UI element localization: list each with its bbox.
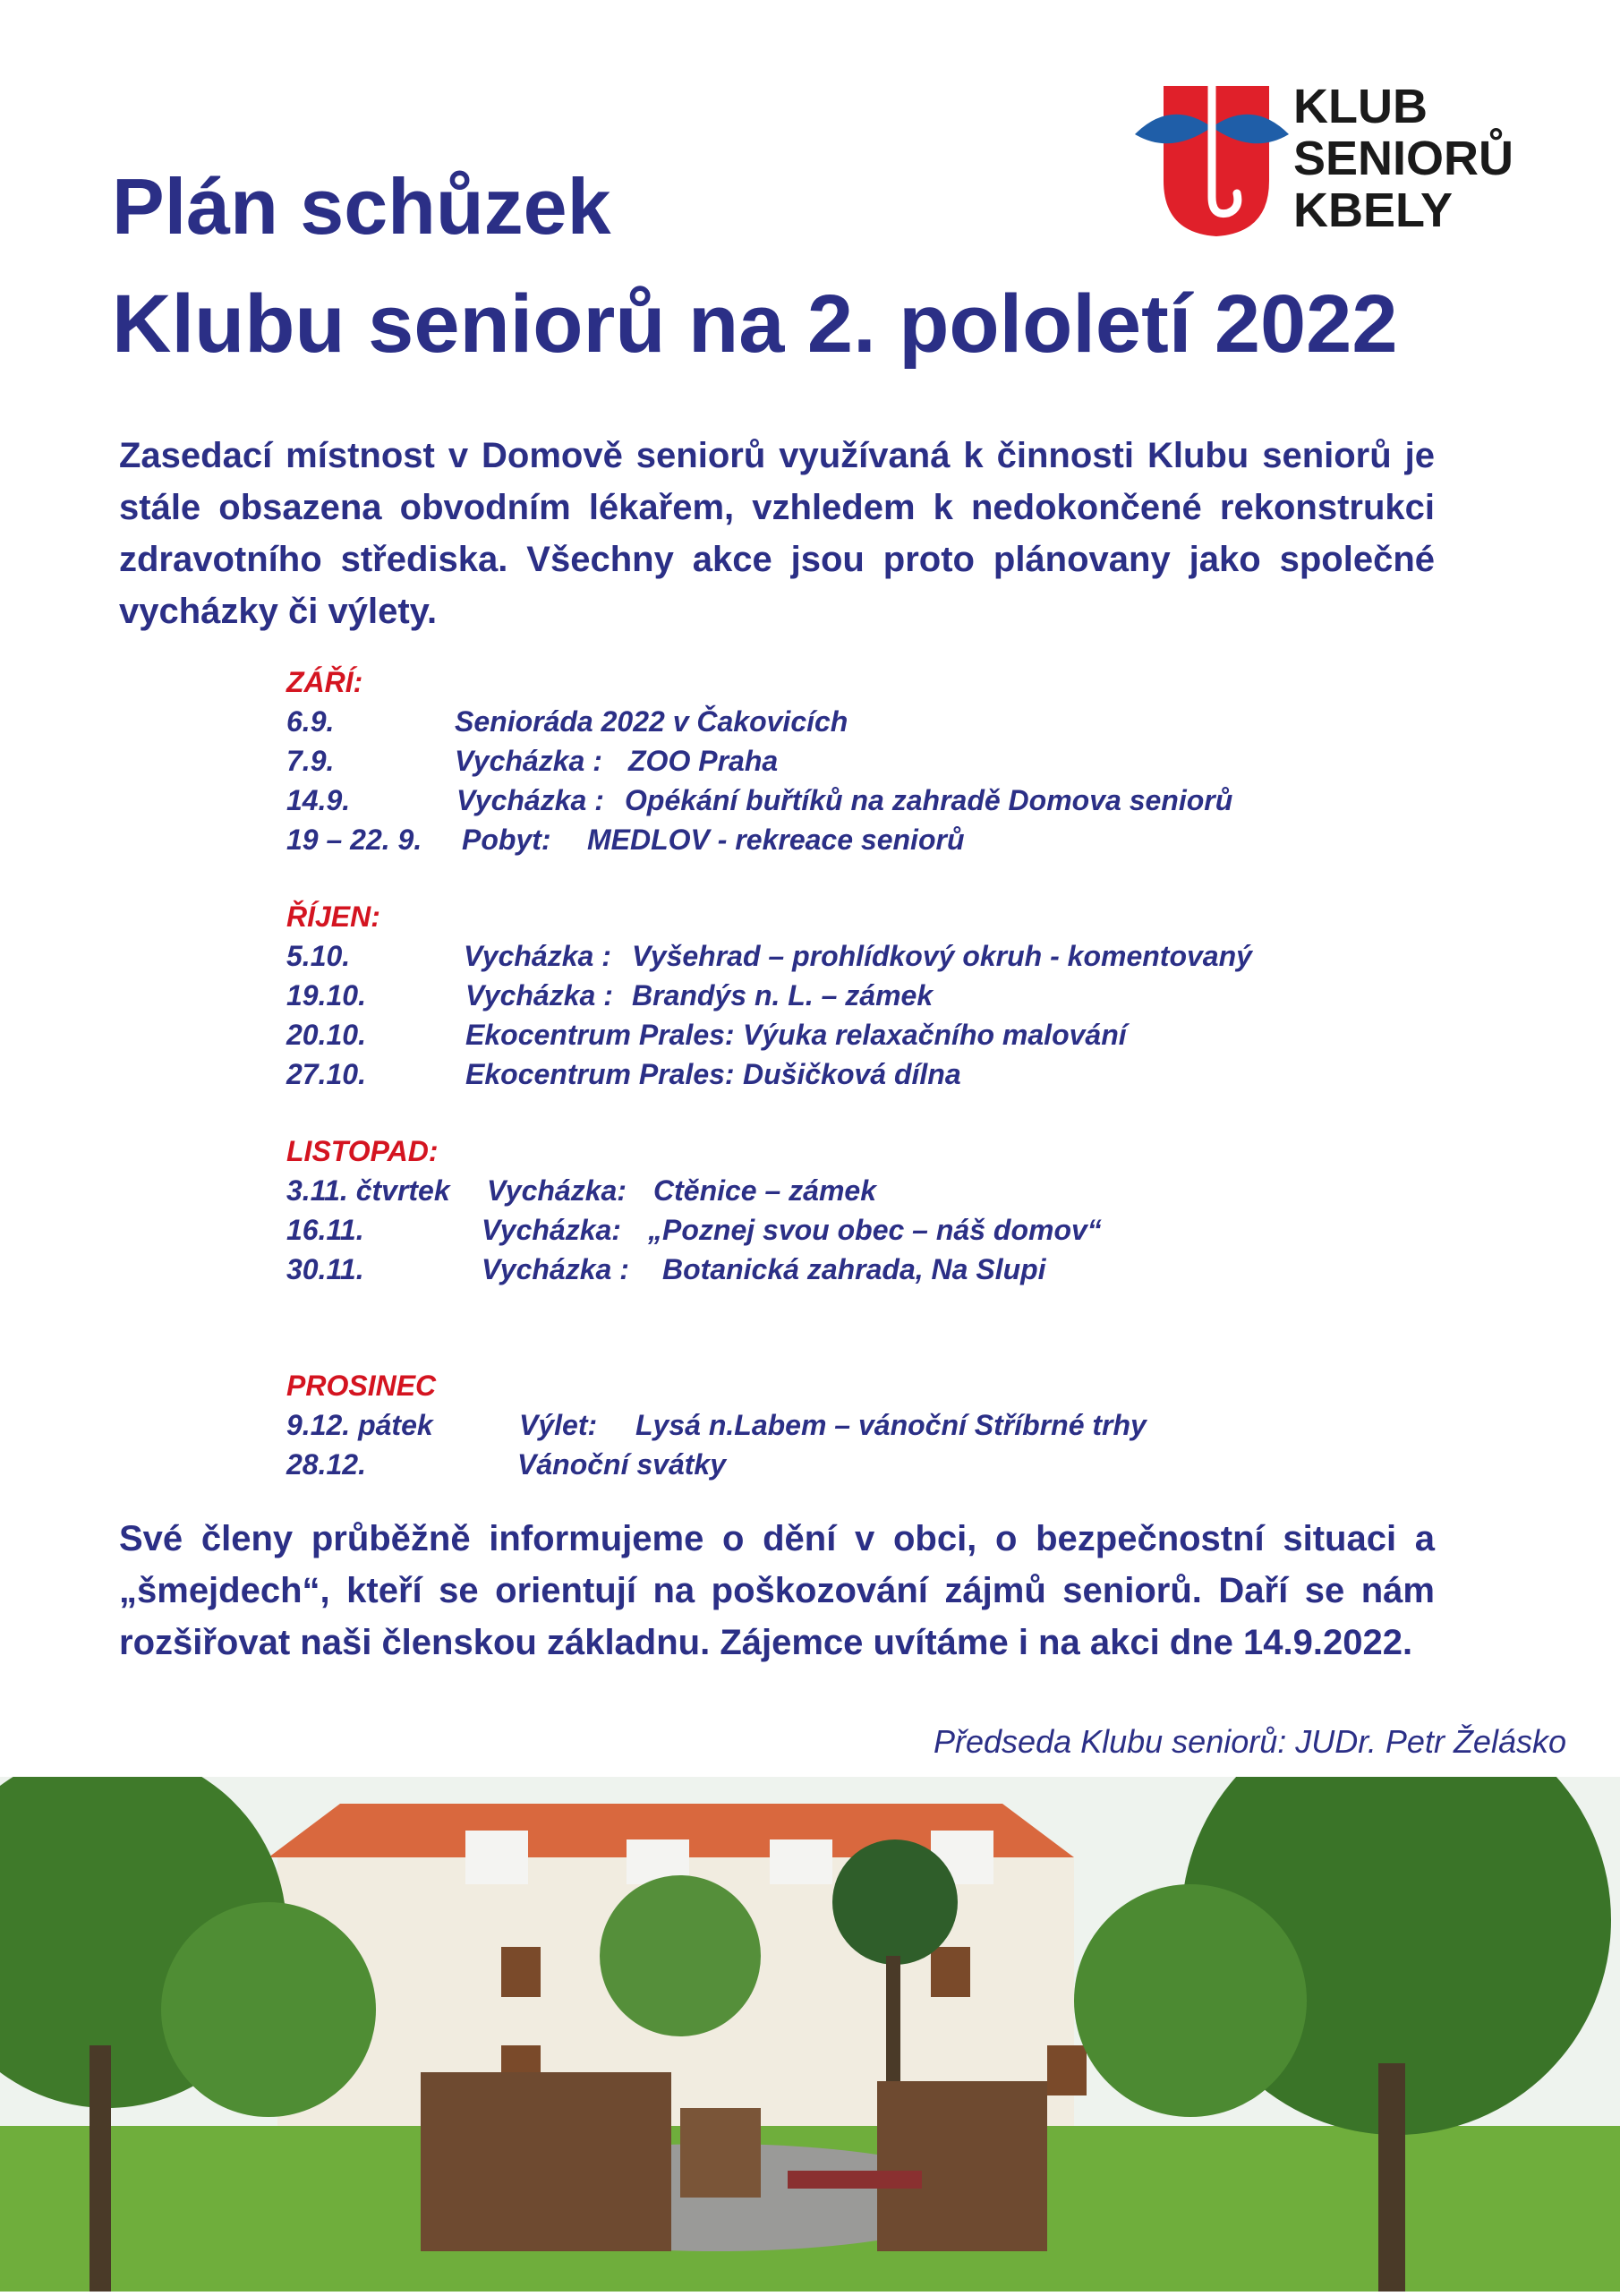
event-type: Vycházka : <box>465 979 613 1011</box>
event-type: Vycházka : <box>456 784 604 816</box>
event-description: Dušičková dílna <box>743 1058 961 1090</box>
schedule-row <box>286 976 1360 1015</box>
schedule-row <box>286 1171 1360 1210</box>
event-date: 5.10. <box>286 940 351 972</box>
logo-line-1: KLUB <box>1293 80 1428 133</box>
garden-photo <box>0 1777 1620 2292</box>
event-date: 3.11. čtvrtek <box>286 1174 450 1207</box>
event-type: Vycházka: <box>487 1174 627 1207</box>
logo-line-3: KBELY <box>1293 184 1454 237</box>
event-date: 14.9. <box>286 784 351 816</box>
month-heading: ZÁŘÍ: <box>286 666 363 698</box>
event-date: 6.9. <box>286 705 335 738</box>
signature: Předseda Klubu seniorů: JUDr. Petr Želásko <box>934 1723 1566 1760</box>
event-type: Senioráda 2022 v Čakovicích <box>455 705 848 738</box>
event-date: 9.12. pátek <box>286 1409 433 1441</box>
event-date: 27.10. <box>286 1058 366 1090</box>
event-type: Vycházka : <box>464 940 611 972</box>
event-description: ZOO Praha <box>628 745 779 777</box>
event-date: 16.11. <box>286 1214 364 1246</box>
club-logo <box>1135 82 1538 243</box>
event-description: Botanická zahrada, Na Slupi <box>662 1253 1046 1285</box>
event-date: 20.10. <box>286 1019 366 1051</box>
schedule-row <box>286 820 1360 859</box>
event-type: Pobyt: <box>462 824 551 856</box>
event-description: Vyšehrad – prohlídkový okruh - komentovaný <box>632 940 1252 972</box>
event-description: Ctěnice – zámek <box>653 1174 877 1207</box>
event-description: Výuka relaxačního malování <box>743 1019 1127 1051</box>
schedule-row <box>286 936 1360 976</box>
page-title-line-1: Plán schůzek <box>112 162 611 251</box>
intro-paragraph: Zasedací místnost v Domově seniorů využívaná k činnosti Klubu seniorů je stále obsazena obvodním lékařem, vzhledem k nedokončené rekonstrukci zdravotního střediska. Všechny akce jsou proto plánovany jako společné vycházky či výlety. <box>119 436 1435 631</box>
event-description: Opékání buřtíků na zahradě Domova seniorů <box>625 784 1233 816</box>
event-date: 28.12. <box>286 1448 366 1481</box>
logo-line-2: SENIORŮ <box>1293 132 1514 185</box>
closing-paragraph: Své členy průběžně informujeme o dění v obci, o bezpečnostní situaci a „šmejdech“, kteří se orientují na poškozování zájmů seniorů. Daří se nám rozšiřovat naši členskou základnu. Zájemce uvítáme i na akci dne 14.9.2022. <box>119 1519 1435 1662</box>
logo-emblem-icon <box>1135 82 1292 243</box>
logo-text <box>1293 81 1513 236</box>
schedule-row <box>286 1250 1360 1289</box>
event-type: Vánoční svátky <box>517 1448 726 1481</box>
schedule-row <box>286 1405 1360 1445</box>
event-date: 19 – 22. 9. <box>286 824 422 856</box>
month-heading: PROSINEC <box>286 1370 437 1402</box>
schedule-row <box>286 1054 1360 1094</box>
event-description: Lysá n.Labem – vánoční Stříbrné trhy <box>635 1409 1147 1441</box>
schedule-row <box>286 1015 1360 1054</box>
schedule-row <box>286 1210 1360 1250</box>
meeting-schedule <box>286 662 1360 1484</box>
schedule-row <box>286 702 1360 741</box>
event-type: Vycházka : <box>482 1253 629 1285</box>
schedule-row <box>286 741 1360 781</box>
event-type: Vycházka: <box>482 1214 621 1246</box>
event-date: 7.9. <box>286 745 335 777</box>
event-type: Ekocentrum Prales: <box>465 1019 735 1051</box>
seniors-home-garden-image <box>0 1777 1620 2292</box>
event-date: 30.11. <box>286 1253 364 1285</box>
page-title-line-2: Klubu seniorů na 2. pololetí 2022 <box>112 278 1398 370</box>
event-description: „Poznej svou obec – náš domov“ <box>648 1214 1102 1246</box>
event-description: Brandýs n. L. – zámek <box>632 979 934 1011</box>
event-description: MEDLOV - rekreace seniorů <box>587 824 965 856</box>
event-type: Vycházka : <box>455 745 602 777</box>
month-heading: ŘÍJEN: <box>286 900 380 933</box>
event-type: Ekocentrum Prales: <box>465 1058 735 1090</box>
event-type: Výlet: <box>519 1409 598 1441</box>
month-heading: LISTOPAD: <box>286 1135 439 1167</box>
schedule-row <box>286 1445 1360 1484</box>
event-date: 19.10. <box>286 979 366 1011</box>
schedule-row <box>286 781 1360 820</box>
